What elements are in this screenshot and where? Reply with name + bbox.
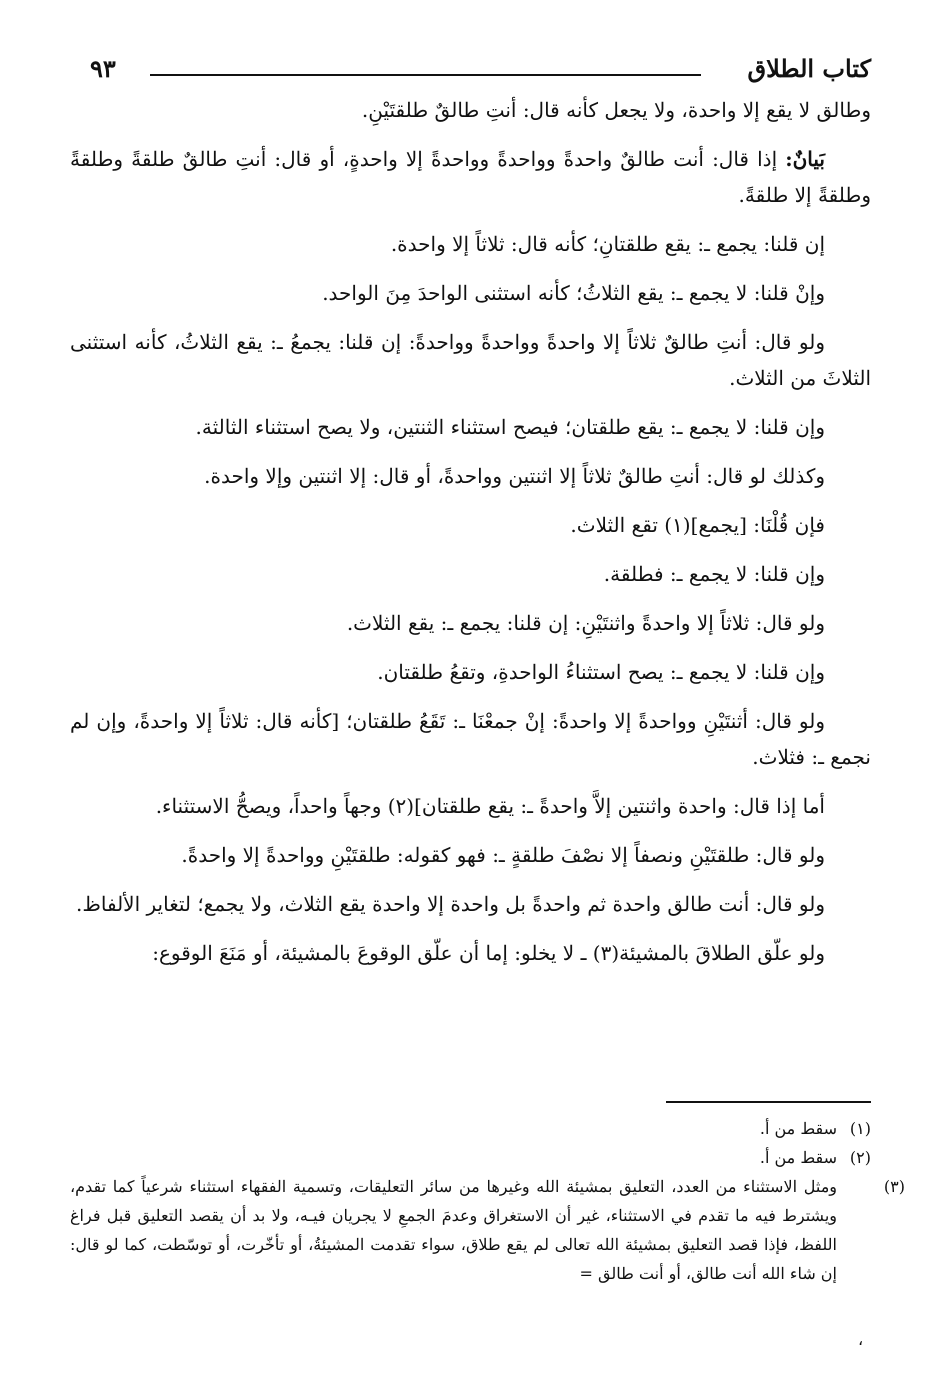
paragraph	[70, 605, 871, 641]
paragraph-text: إن قلنا: يجمع ـ: يقع طلقتانِ؛ كأنه قال: ثلاثاً إلا واحدة.	[390, 232, 825, 256]
paragraph	[70, 556, 871, 592]
paragraph-text: ولو علّق الطلاقَ بالمشيئة(٣) ـ لا يخلو: إما أن علّق الوقوعَ بالمشيئة، أو مَنَعَ الوقوع:	[152, 941, 825, 965]
paragraph	[70, 275, 871, 311]
page-number: ٩٣	[90, 54, 116, 83]
paragraph-text: وإن قلنا: لا يجمع ـ: فطلقة.	[603, 562, 825, 586]
footnote-text: ومثل الاستثناء من العدد، التعليق بمشيئة الله وغيرها من سائر التعليقات، وتسمية الفقهاء استثناء شرعياً كما تقدم، ويشترط فيه ما تقدم في الاستثناء، غير أن الاستغراق وعدمَ الجمعِ لا يجريان فيـه، ولا بد أن يقصد التعليق قبل فراغ اللفظ، فإذا قصد التعليق بمشيئة الله تعالى لم يقع طلاق، سواء تقدمت المشيئةُ، أو تأخّرت، أو توسّطت، كما لو قال: إن شاء الله أنت طالق، أو أنت طالق =	[70, 1177, 837, 1283]
footnote-number: (٣)	[883, 1177, 905, 1196]
paragraph	[70, 654, 871, 690]
footnote	[70, 1172, 905, 1288]
paragraph-text: وإن قلنا: لا يجمع ـ: يصح استثناءُ الواحدةِ، وتقعُ طلقتان.	[377, 660, 825, 684]
paragraph-text: وإن قلنا: لا يجمع ـ: يقع طلقتان؛ فيصح استثناء الثنتين، ولا يصح استثناء الثالثة.	[195, 415, 825, 439]
running-header	[90, 54, 871, 92]
footnote	[70, 1143, 871, 1172]
footnote	[70, 1114, 871, 1143]
footnote-rule	[666, 1101, 871, 1103]
book-title: كتاب الطلاق	[747, 54, 871, 83]
main-text	[70, 92, 871, 984]
paragraph-text: ولو قال: ثلاثاً إلا واحدةً واثنتَيْنِ: إن قلنا: يجمع ـ: يقع الثلاث.	[346, 611, 825, 635]
paragraph	[70, 409, 871, 445]
paragraph-text: أما إذا قال: واحدة واثنتين إلاَّ واحدةً ـ: يقع طلقتان](٢) وجهاً واحداً، ويصحُّ الاستثناء.	[155, 794, 825, 818]
paragraph-text: إذا قال: أنت طالقٌ واحدةً وواحدةً وواحدةً إلا واحدةٍ، أو قال: أنتِ طالقٌ طلقةً وطلقةً وطلقةً إلا طلقةً.	[70, 147, 871, 207]
paragraph	[70, 226, 871, 262]
paragraph-text: ولو قال: أثنتَيْنِ وواحدةً إلا واحدةً: إنْ جمعْنَا ـ: تَقَعُ طلقتان؛ [كأنه قال: ثلاثاً إلا واحدةً، وإن لم نجمع ـ: فثلاث.	[70, 709, 871, 769]
paragraph-text: وإنْ قلنا: لا يجمع ـ: يقع الثلاثُ؛ كأنه استثنى الواحدَ مِنَ الواحد.	[322, 281, 825, 305]
paragraph	[70, 703, 871, 775]
footnote-text: سقط من أ.	[759, 1148, 837, 1167]
paragraph	[70, 92, 871, 128]
footnotes	[70, 1114, 905, 1288]
paragraph	[70, 788, 871, 824]
paragraph-lead: بَيانٌ:	[785, 147, 825, 171]
paragraph-text: ولو قال: أنت طالق واحدة ثم واحدةً بل واحدة إلا واحدة يقع الثلاث، ولا يجمع؛ لتغاير الألفاظ.	[76, 892, 825, 916]
paragraph-text: وكذلك لو قال: أنتِ طالقٌ ثلاثاً إلا اثنتين وواحدةً، أو قال: إلا اثنتين وإلا واحدة.	[204, 464, 825, 488]
paragraph-text: وطالق لا يقع إلا واحدة، ولا يجعل كأنه قال: أنتِ طالقٌ طلقتَيْنِ.	[361, 98, 871, 122]
paragraph-text: ولو قال: أنتِ طالقٌ ثلاثاً إلا واحدةً وواحدةً وواحدةً: إن قلنا: يجمعُ ـ: يقع الثلاثُ، كأنه استثنى الثلاثَ من الثلاث.	[70, 330, 871, 390]
paragraph-text: فإن قُلْنَا: [يجمع](١) تقع الثلاث.	[570, 513, 825, 537]
paragraph	[70, 507, 871, 543]
corner-mark: ،	[858, 1330, 864, 1349]
paragraph-text: ولو قال: طلقتَيْنِ ونصفاً إلا نصْفَ طلقةٍ ـ: فهو كقوله: طلقتَيْنِ وواحدةً إلا واحدةً.	[181, 843, 825, 867]
footnote-number: (١)	[849, 1119, 871, 1138]
paragraph	[70, 886, 871, 922]
paragraph	[70, 837, 871, 873]
footnote-text: سقط من أ.	[759, 1119, 837, 1138]
paragraph	[70, 324, 871, 396]
header-rule	[150, 74, 701, 76]
paragraph	[70, 141, 871, 213]
footnote-number: (٢)	[849, 1148, 871, 1167]
paragraph	[70, 935, 871, 971]
paragraph	[70, 458, 871, 494]
